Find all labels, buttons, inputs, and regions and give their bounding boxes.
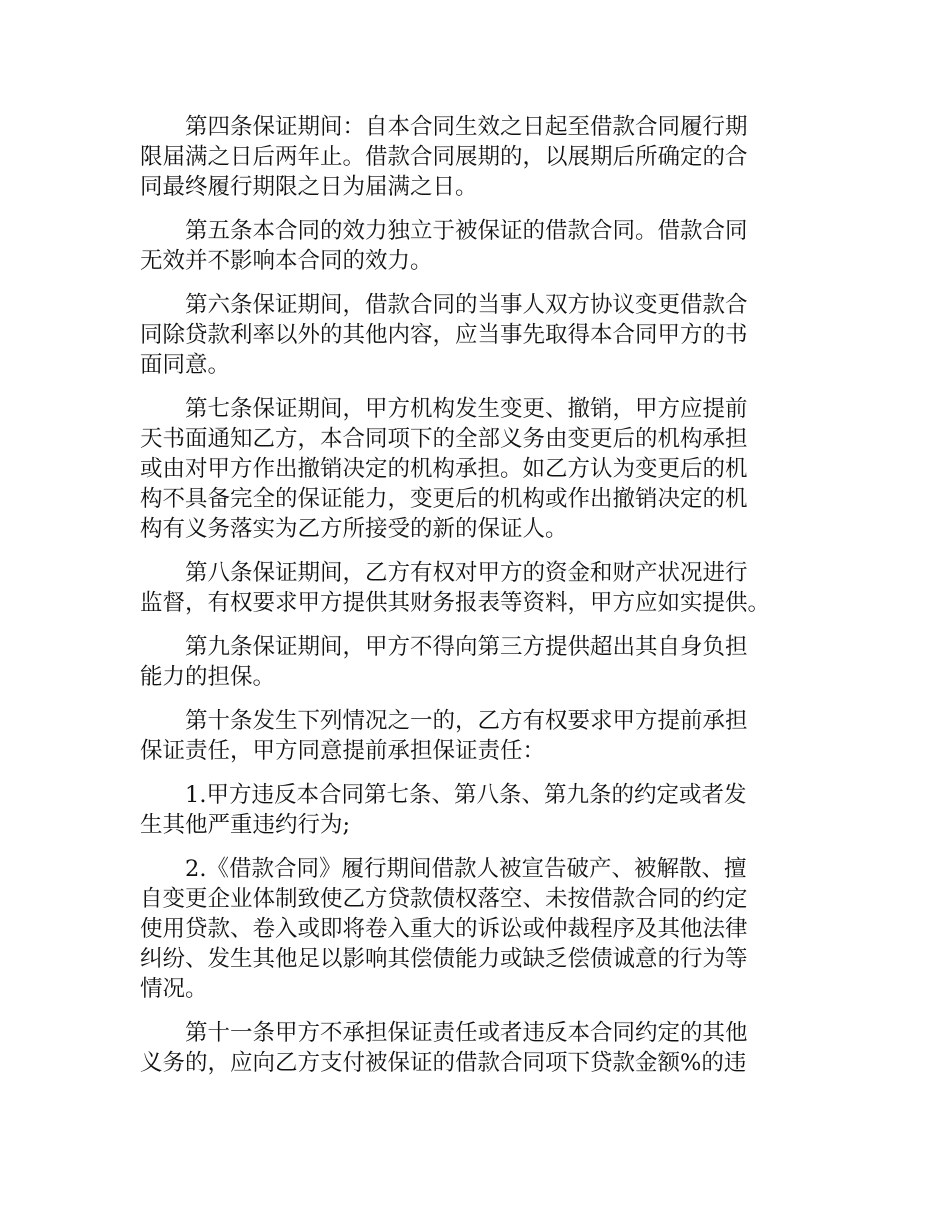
text-line: 第八条保证期间，乙方有权对甲方的资金和财产状况进行 [185, 560, 748, 586]
text-line: 第六条保证期间，借款合同的当事人双方协议变更借款合 [185, 292, 748, 318]
clause-6-paragraph [140, 290, 830, 380]
text-line: 限届满之日后两年止。借款合同展期的，以展期后所确定的合 [140, 144, 748, 170]
clause-10-item-2-paragraph [140, 854, 830, 1004]
text-line: 监督，有权要求甲方提供其财务报表等资料，甲方应如实提供。 [140, 590, 771, 616]
text-line: 第九条保证期间，甲方不得向第三方提供超出其自身负担 [185, 634, 748, 660]
text-line: 面同意。 [140, 352, 231, 378]
text-line: 同最终履行期限之日为届满之日。 [140, 174, 478, 200]
text-line: 同除贷款利率以外的其他内容，应当事先取得本合同甲方的书 [140, 322, 748, 348]
clause-7-paragraph [140, 394, 830, 544]
clause-5-paragraph [140, 216, 830, 276]
clause-10-item-1-paragraph [140, 780, 830, 840]
text-line: 构不具备完全的保证能力，变更后的机构或作出撤销决定的机 [140, 486, 748, 512]
text-line: 第四条保证期间：自本合同生效之日起至借款合同履行期 [185, 114, 748, 140]
text-line: 构有义务落实为乙方所接受的新的保证人。 [140, 516, 568, 542]
text-line: 生其他严重违约行为; [140, 812, 351, 838]
clause-9-paragraph [140, 632, 830, 692]
text-line: 第七条保证期间，甲方机构发生变更、撤销，甲方应提前 [185, 396, 748, 422]
text-line: 2.《借款合同》履行期间借款人被宣告破产、被解散、擅 [185, 856, 747, 882]
text-line: 义务的，应向乙方支付被保证的借款合同项下贷款金额%的违 [140, 1050, 747, 1076]
text-line: 能力的担保。 [140, 664, 276, 690]
clause-11-paragraph [140, 1018, 830, 1078]
text-line: 情况。 [140, 976, 208, 1002]
clause-4-paragraph [140, 112, 830, 202]
text-line: 使用贷款、卷入或即将卷入重大的诉讼或仲裁程序及其他法律 [140, 916, 748, 942]
clause-8-paragraph [140, 558, 830, 618]
text-line: 无效并不影响本合同的效力。 [140, 248, 433, 274]
text-line: 自变更企业体制致使乙方贷款债权落空、未按借款合同的约定 [140, 886, 748, 912]
text-line: 天书面通知乙方，本合同项下的全部义务由变更后的机构承担 [140, 426, 748, 452]
text-line: 第十条发生下列情况之一的，乙方有权要求甲方提前承担 [185, 708, 748, 734]
text-line: 第十一条甲方不承担保证责任或者违反本合同约定的其他 [185, 1020, 748, 1046]
text-line: 或由对甲方作出撤销决定的机构承担。如乙方认为变更后的机 [140, 456, 748, 482]
text-line: 1.甲方违反本合同第七条、第八条、第九条的约定或者发 [185, 782, 747, 808]
text-line: 第五条本合同的效力独立于被保证的借款合同。借款合同 [185, 218, 748, 244]
document-body [140, 112, 830, 1092]
text-line: 纠纷、发生其他足以影响其偿债能力或缺乏偿债诚意的行为等 [140, 946, 748, 972]
clause-10-paragraph [140, 706, 830, 766]
text-line: 保证责任，甲方同意提前承担保证责任： [140, 738, 546, 764]
